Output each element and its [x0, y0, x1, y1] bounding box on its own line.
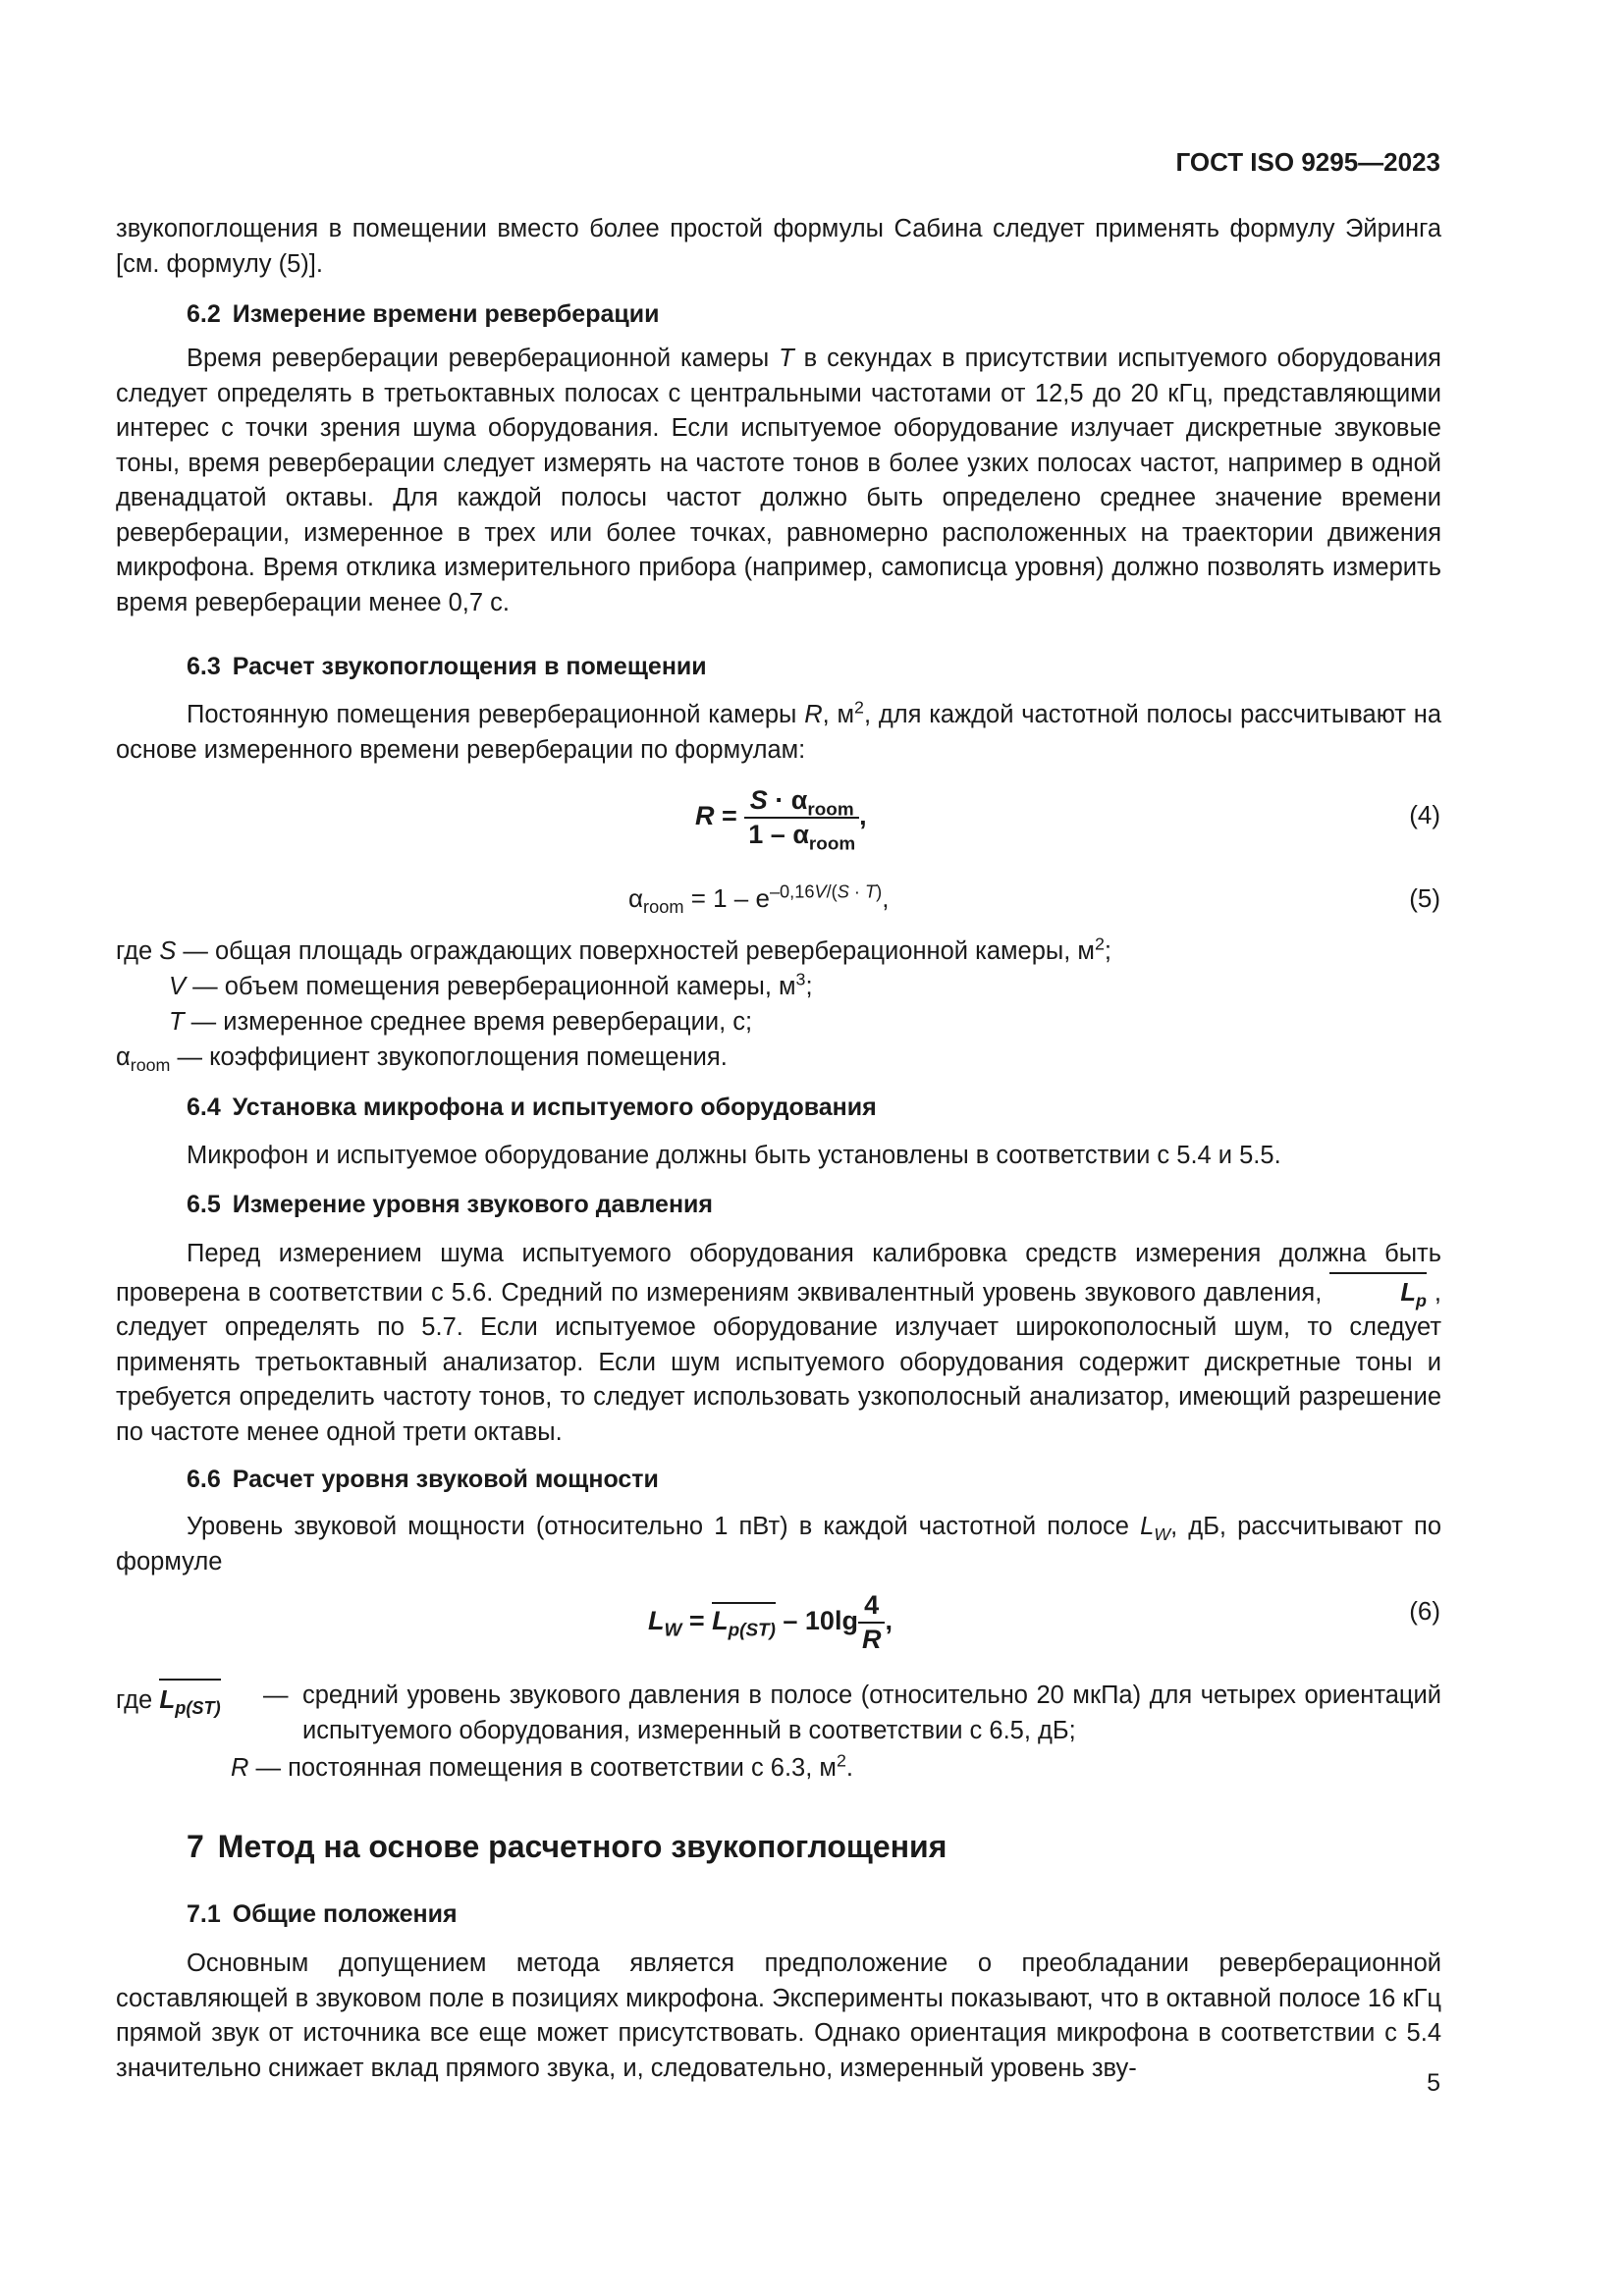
superscript: 3	[795, 969, 806, 989]
section-6-5-paragraph	[116, 1237, 1441, 1450]
section-6-3-heading	[187, 653, 707, 681]
where-label: где	[116, 1686, 153, 1714]
subscript: room	[808, 833, 856, 855]
definition-symbol: R	[231, 1754, 249, 1782]
definition-symbol: V	[169, 973, 187, 1000]
formula-lhs: R	[695, 801, 715, 831]
text-run: = 1 – e	[683, 883, 770, 913]
definition-row	[169, 1005, 752, 1041]
equation-number-5: (5)	[1409, 883, 1440, 913]
section-6-6-heading	[187, 1466, 659, 1494]
definition-row	[231, 1751, 853, 1787]
text-run: , дБ, рассчитывают по формуле	[116, 1513, 1442, 1575]
formula-equals: =	[714, 801, 745, 831]
definition-dash: —	[184, 1008, 224, 1036]
definition-dash: —	[186, 973, 225, 1000]
paragraph-text: Основным допущением метода является предположение о преобладании реверберационной составляющей в звуковом поле в позициях микрофона. Эксперименты показывают, что в октавной полосе 16 кГц прямой звук от источника все еще может присутствовать. Однако ориентация микрофона в соответствии с 5.4 значительно снижает вклад прямого звука, и, следовательно, измеренный уровень зву-	[116, 1949, 1441, 2082]
text-run: Уровень звуковой мощности (относительно 1 пВт) в каждой частотной полосе	[187, 1513, 1141, 1540]
section-title: Установка микрофона и испытуемого оборудования	[232, 1094, 877, 1121]
symbol-T: T	[779, 345, 794, 372]
section-title: Общие положения	[232, 1900, 458, 1928]
section-7-1-heading	[187, 1900, 458, 1929]
section-7-1-paragraph	[116, 1947, 1441, 2086]
section-6-2-paragraph	[116, 342, 1441, 620]
definition-row	[116, 934, 1111, 970]
definition-symbol: S	[159, 937, 177, 965]
formula-tail: ,	[859, 801, 867, 831]
section-title: Измерение уровня звукового давления	[232, 1191, 714, 1218]
fraction-numerator: 4	[858, 1590, 886, 1624]
fraction-denominator: R	[861, 1625, 882, 1654]
symbol-R: R	[804, 701, 823, 728]
text-run: ;	[1104, 937, 1111, 965]
text-run: /(	[826, 881, 838, 902]
text-run: ;	[805, 973, 813, 1000]
section-title: Метод на основе расчетного звукопоглощения	[217, 1829, 947, 1864]
equation-number-6: (6)	[1409, 1596, 1440, 1626]
text-run: · α	[767, 785, 808, 815]
text-run: 1 – α	[748, 820, 809, 849]
definition-symbol: T	[169, 1008, 185, 1036]
superscript: 2	[854, 697, 864, 718]
formula-6	[648, 1590, 893, 1655]
paragraph-text	[116, 698, 1441, 768]
where-label: где	[116, 937, 153, 965]
section-7-heading	[187, 1829, 947, 1865]
formula-tail: ,	[885, 1606, 893, 1636]
text-run: Перед измерением шума испытуемого оборудования калибровка средств измерения должна быть проверена в соответствии с 5.6. Средний по измерениям эквивалентный уровень звукового давления,	[116, 1240, 1441, 1307]
symbol-L: L	[1400, 1278, 1416, 1307]
section-title: Расчет уровня звуковой мощности	[232, 1466, 659, 1493]
paragraph-text	[116, 1510, 1441, 1579]
formula-lhs: L	[648, 1606, 665, 1636]
subscript: room	[643, 897, 684, 918]
text-run: –0,16	[769, 881, 815, 902]
section-title: Расчет звукопоглощения в помещении	[232, 653, 707, 680]
text-run: Постоянную помещения реверберационной камеры	[187, 701, 805, 728]
section-number: 7.1	[187, 1900, 221, 1928]
section-6-3-paragraph	[116, 698, 1441, 768]
paragraph-text	[116, 1237, 1441, 1450]
text-run: )	[876, 881, 883, 902]
symbol-Lp-st-mean	[712, 1602, 776, 1641]
definition-text: общая площадь ограждающих поверхностей реверберационной камеры, м	[215, 937, 1095, 965]
symbol-L: L	[712, 1606, 729, 1636]
symbol-L: L	[159, 1684, 176, 1714]
formula-5	[628, 881, 890, 918]
exponent	[770, 881, 882, 901]
definition-symbol: α	[116, 1043, 131, 1071]
symbol-L: L	[1140, 1513, 1155, 1540]
symbol-S: S	[837, 881, 849, 902]
definition-text: постоянная помещения в соответствии с 6.3, м	[288, 1754, 837, 1782]
formula-4	[695, 785, 867, 855]
formula-fraction	[744, 785, 859, 855]
definition-row	[116, 1041, 728, 1076]
section-number: 6.5	[187, 1191, 221, 1218]
definition-row	[169, 970, 813, 1005]
section-number: 6.6	[187, 1466, 221, 1493]
symbol-S: S	[749, 785, 768, 815]
intro-paragraph	[116, 212, 1441, 282]
symbol-T: T	[865, 881, 877, 902]
text-run: .	[845, 1754, 853, 1782]
definition-dash: —	[263, 1682, 289, 1709]
subscript: room	[807, 799, 854, 821]
symbol-alpha: α	[628, 883, 644, 913]
formula-fraction	[858, 1590, 886, 1655]
superscript: 2	[836, 1750, 846, 1771]
symbol-Lp-mean	[1329, 1272, 1426, 1311]
section-number: 6.3	[187, 653, 221, 680]
page-number: 5	[1427, 2069, 1440, 2097]
subscript: W	[664, 1620, 682, 1641]
section-number: 6.2	[187, 300, 221, 328]
subscript: p	[1415, 1290, 1427, 1310]
formula-tail: ,	[882, 883, 890, 913]
subscript: p(ST)	[728, 1620, 776, 1641]
equation-number-4: (4)	[1409, 800, 1440, 829]
text-run: , для каждой частотной полосы рассчитывают на основе измеренного времени реверберации по формулам:	[116, 701, 1441, 764]
definition-text: измеренное среднее время реверберации, с;	[223, 1008, 753, 1036]
text-run: в секундах в присутствии испытуемого оборудования следует определять в третьоктавных полосах с центральными частотами от 12,5 до 20 кГц, представляющими интерес с точки зрения шума оборудования. Если испытуемое оборудование излучает дискретные звуковые тоны, время реверберации следует измерять на частоте тонов в более узких полосах частот, например в одной двенадцатой октавы. Для каждой полосы частот должно быть определено среднее значение времени реверберации, измеренное в трех или более точках, равномерно расположенных на траектории движения микрофона. Время отклика измерительного прибора (например, самописца уровня) должно позволять измерить время реверберации менее 0,7 с.	[116, 345, 1441, 616]
definition-dash: —	[248, 1754, 289, 1782]
text-run: Время реверберации реверберационной камеры	[187, 345, 780, 372]
definition-text: средний уровень звукового давления в полосе (относительно 20 мкПа) для четырех ориентаций испытуемого оборудования, измеренный в соответствии с 6.5, дБ;	[302, 1682, 1441, 1744]
intro-text: звукопоглощения в помещении вместо более простой формулы Сабина следует применять формулу Эйринга [см. формулу (5)].	[116, 215, 1441, 278]
text-run: , м	[822, 701, 855, 728]
fraction-denominator	[744, 819, 859, 855]
superscript: 2	[1094, 934, 1105, 954]
section-6-5-heading	[187, 1191, 713, 1219]
definition-symbol	[159, 1679, 220, 1718]
definition-dash: —	[170, 1043, 210, 1071]
fraction-numerator	[744, 785, 859, 819]
section-number: 6.4	[187, 1094, 221, 1121]
section-number: 7	[187, 1829, 204, 1864]
definition-text: объем помещения реверберационной камеры, м	[224, 973, 796, 1000]
paragraph-text	[116, 342, 1441, 620]
definition-dash: —	[176, 937, 215, 965]
paragraph-text: Микрофон и испытуемое оборудование должны быть установлены в соответствии с 5.4 и 5.5.	[187, 1142, 1281, 1169]
document-header: ГОСТ ISO 9295—2023	[1175, 147, 1440, 177]
definition-row	[116, 1679, 221, 1719]
section-6-4-paragraph	[116, 1139, 1441, 1174]
symbol-V: V	[814, 881, 827, 902]
subscript: W	[1154, 1524, 1171, 1545]
subscript: p(ST)	[175, 1698, 221, 1719]
subscript: room	[130, 1055, 171, 1076]
section-title: Измерение времени реверберации	[232, 300, 660, 328]
section-6-6-paragraph	[116, 1510, 1441, 1579]
text-run: ·	[848, 881, 866, 902]
definition-text: коэффициент звукопоглощения помещения.	[209, 1043, 728, 1071]
section-6-2-heading	[187, 300, 659, 329]
text-run: – 10lg	[775, 1606, 858, 1636]
formula-equals: =	[681, 1606, 713, 1636]
text-run: , следует определять по 5.7. Если испытуемое оборудование излучает широкополосный шум, то следует применять третьоктавный анализатор. Если шум испытуемого оборудования содержит дискретные тоны и требуется определить частоту тонов, то следует использовать узкополосный анализатор, имеющий разрешение по частоте менее одной трети октавы.	[116, 1278, 1442, 1446]
section-6-4-heading	[187, 1094, 877, 1122]
